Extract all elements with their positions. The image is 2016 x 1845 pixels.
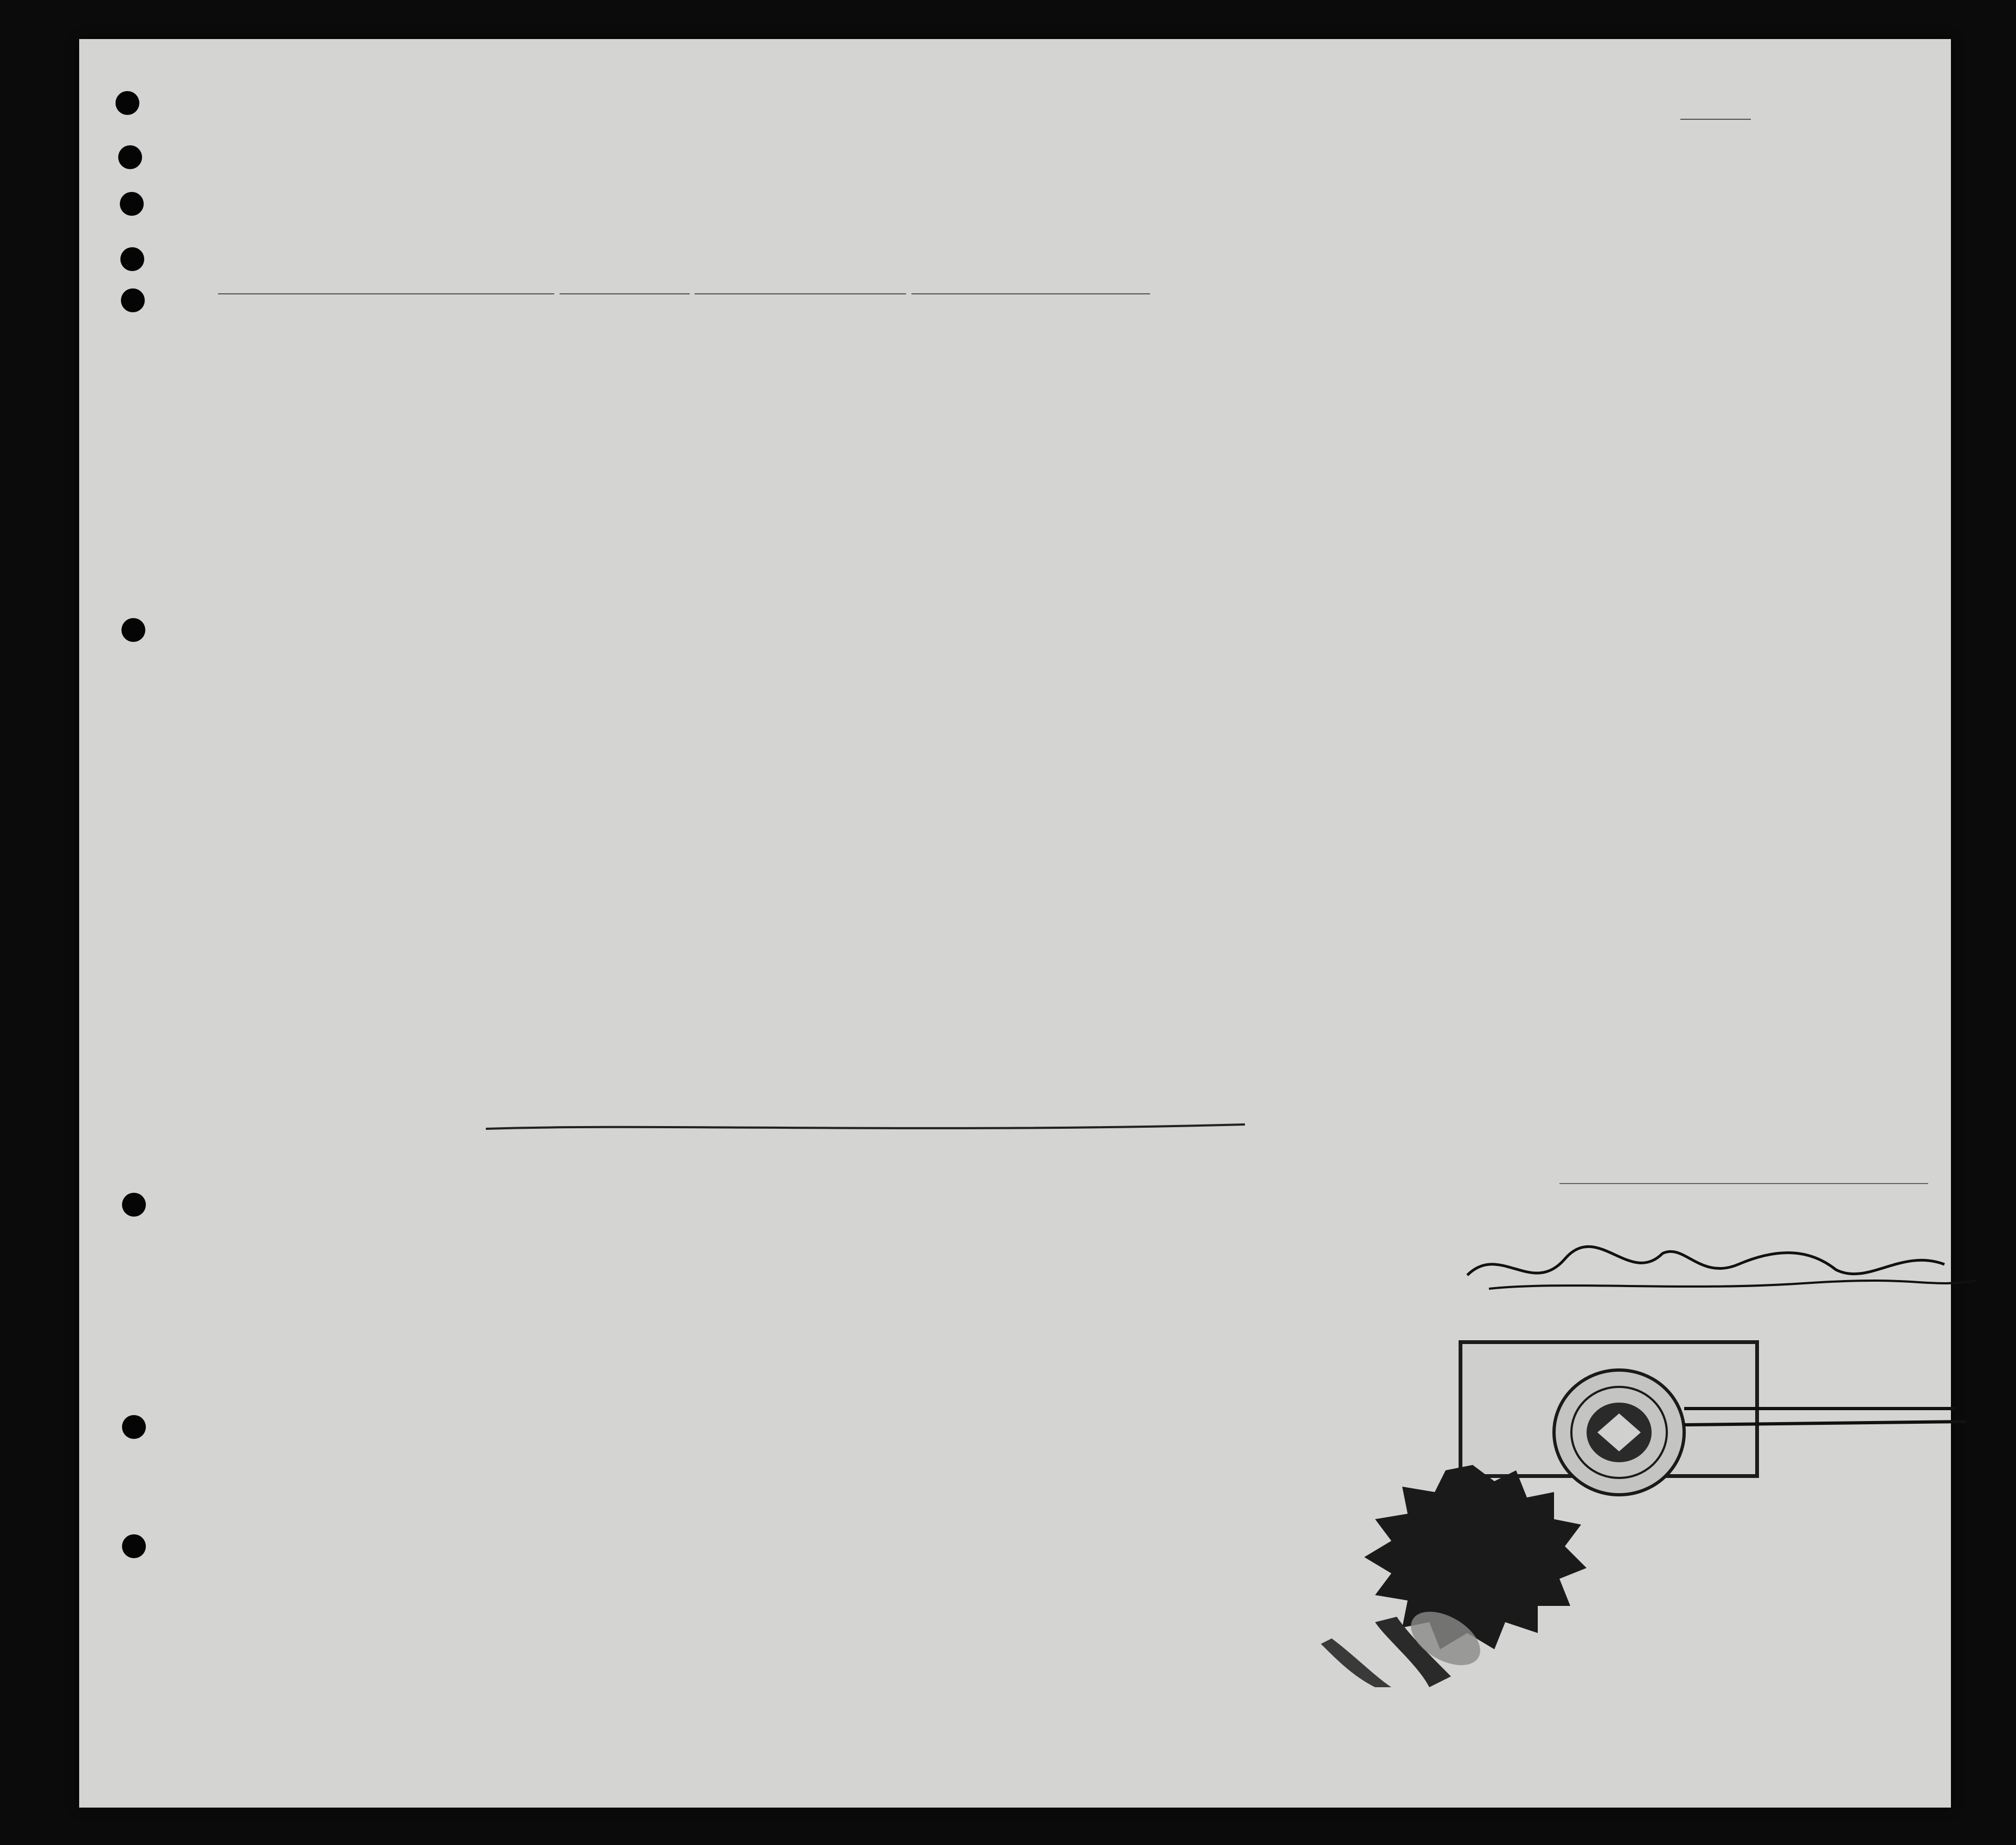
- binder-hole: [120, 192, 144, 216]
- binder-hole: [122, 1193, 146, 1217]
- ribbon-seal-icon: [1310, 1460, 1635, 1687]
- binder-hole: [121, 618, 145, 642]
- consul-signature: [1456, 1237, 1988, 1302]
- binder-hole: [115, 91, 139, 115]
- stamp-strike-lines: [1684, 1398, 1977, 1441]
- vessel-name: [218, 293, 554, 294]
- form-grid: [79, 39, 1951, 1808]
- arriving-port: [560, 293, 690, 294]
- binder-hole: [118, 145, 142, 169]
- sheet-value: [1680, 119, 1751, 120]
- binder-hole: [121, 288, 145, 312]
- sheet-number: [1680, 107, 1751, 124]
- binder-hole: [122, 1415, 146, 1439]
- binder-hole: [120, 247, 144, 271]
- arrival-date: [695, 293, 906, 294]
- vessel-line: [218, 274, 1150, 300]
- manifest-sheet: [79, 39, 1951, 1808]
- binder-hole: [122, 1534, 146, 1558]
- from-port: [911, 293, 1150, 294]
- consulate-line: [1559, 1183, 1928, 1184]
- closed-underline: [486, 1113, 1245, 1134]
